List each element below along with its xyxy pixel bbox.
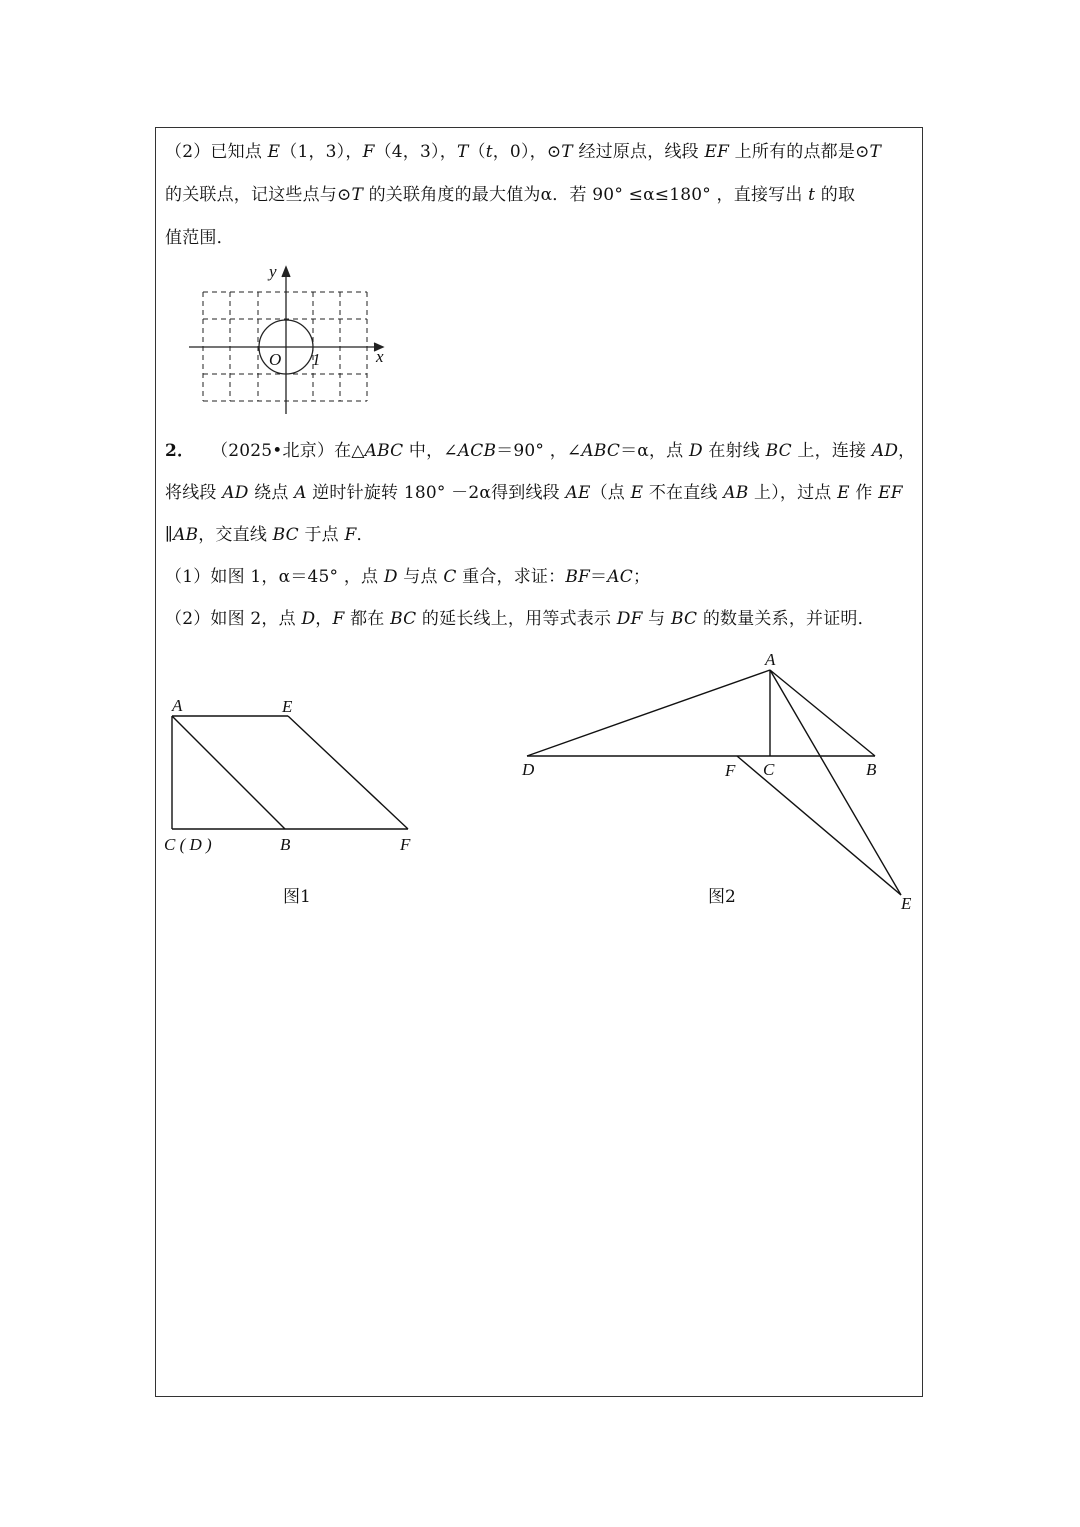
grid-x-label: x <box>376 347 384 366</box>
q2-line-1: 2． （2025•北京）在△ABC 中，∠ACB＝90° ，∠ABC＝α，点 D 在射线 BC 上，连接 AD， <box>165 441 916 461</box>
fig1-label-b: B <box>280 835 291 854</box>
q2-line-4: （1）如图 1，α＝45° ，点 D 与点 C 重合，求证：BF＝AC； <box>165 567 651 587</box>
figure-1 <box>160 690 430 865</box>
fig1-label-e: E <box>282 697 293 716</box>
q1-line-1: （2）已知点 E（1，3），F（4，3），T（t，0），⊙T 经过原点，线段 EF 上所有的点都是⊙T <box>165 142 882 162</box>
fig2-label-f: F <box>725 761 736 780</box>
figure-2 <box>515 645 925 920</box>
q2-line-3: ∥AB，交直线 BC 于点 F． <box>165 525 374 545</box>
fig2-label-c: C <box>763 760 775 779</box>
fig1-caption: 图1 <box>283 887 311 907</box>
grid-y-label: y <box>269 262 277 281</box>
q1-line-2: 的关联点，记这些点与⊙T 的关联角度的最大值为α．若 90° ≤α≤180° ，直接写出 t 的取 <box>165 185 856 205</box>
fig2-label-a: A <box>765 650 776 669</box>
grid-origin-label: O <box>269 350 282 369</box>
q2-line-2: 将线段 AD 绕点 A 逆时针旋转 180° －2α得到线段 AE（点 E 不在直线 AB 上），过点 E 作 EF <box>165 483 903 503</box>
fig2-label-e: E <box>901 894 912 913</box>
fig2-label-b: B <box>866 760 877 779</box>
grid-one-label: 1 <box>312 350 321 369</box>
q2-line-5: （2）如图 2，点 D，F 都在 BC 的延长线上，用等式表示 DF 与 BC 的数量关系，并证明． <box>165 609 875 629</box>
q1-line-3: 值范围． <box>165 228 234 248</box>
fig1-label-cd: C ( D ) <box>164 835 212 854</box>
fig2-label-d: D <box>522 760 535 779</box>
fig1-label-f: F <box>400 835 411 854</box>
coordinate-grid-figure <box>185 262 395 418</box>
fig1-label-a: A <box>172 696 183 715</box>
fig2-caption: 图2 <box>708 887 736 907</box>
